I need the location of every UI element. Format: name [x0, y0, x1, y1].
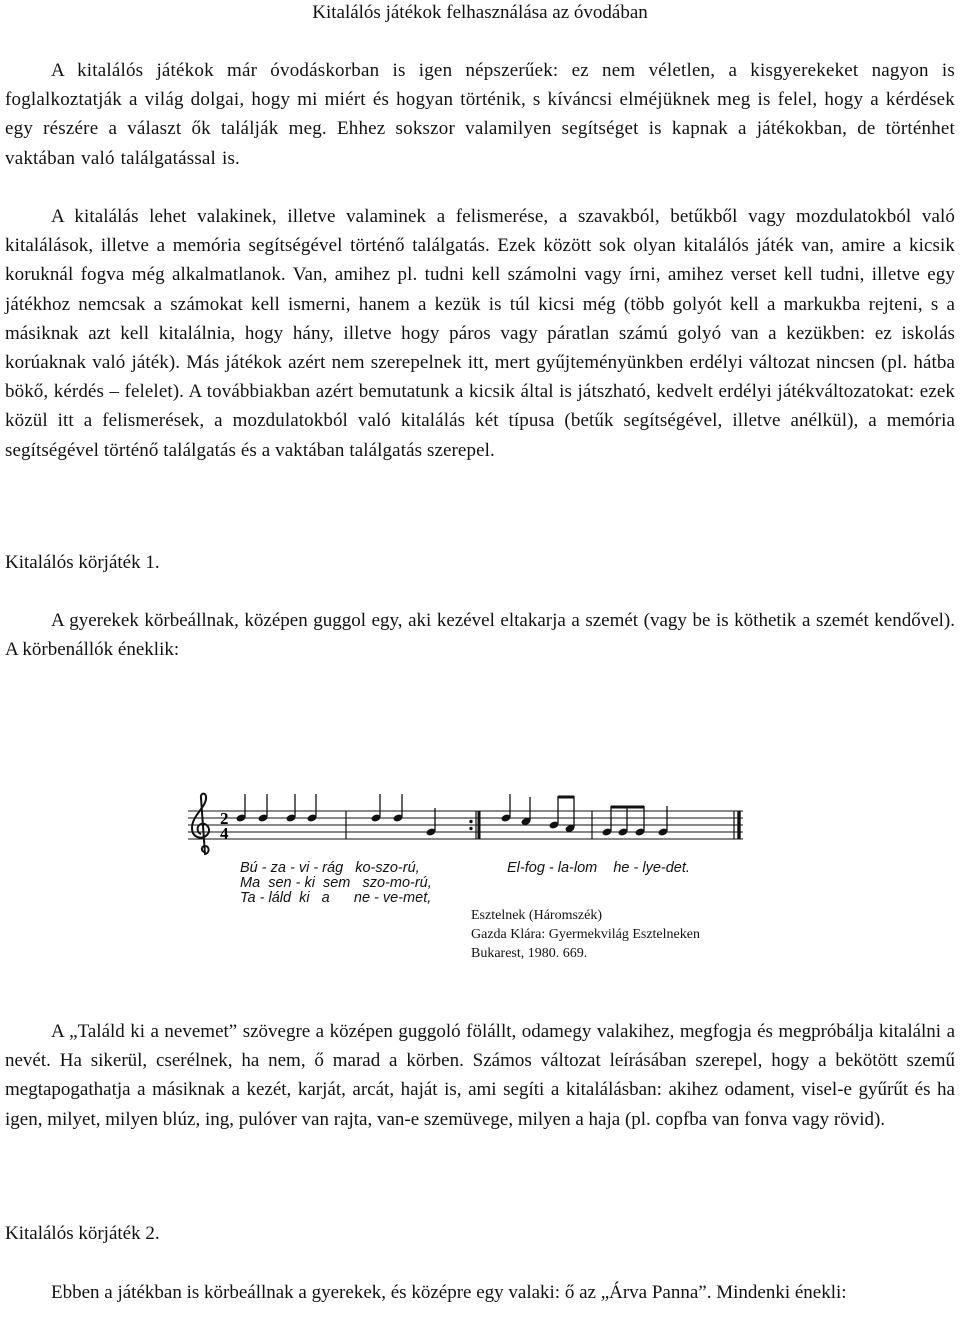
lyrics-part-b: [507, 861, 690, 876]
document-title: Kitalálós játékok felhasználása az óvodában: [312, 2, 648, 23]
note-beams: [558, 797, 644, 807]
treble-clef-icon: [192, 794, 209, 854]
source-place: Esztelnek (Háromszék): [471, 908, 602, 923]
paragraph-intro: A kitalálós játékok már óvodáskorban is igen népszerűek: ez nem véletlen, a kisgyerekeket nagyon is foglalkoztatják a világ dolgai, hogy mi miért és hogyan történik, s kíváncsi elméjüknek meg is felel, hogy a kérdések egy részére a választ ők találják meg. Ehhez sokszor valamilyen segítséget is kapnak a játékokban, de történhet vaktában való találgatással is.: [5, 60, 955, 169]
lyric-refrain: El-fog - la-lom he - lye-det.: [507, 860, 690, 876]
song-source-citation: [471, 906, 700, 963]
game-2-heading: Kitalálós körjáték 2.: [5, 1223, 160, 1244]
paragraph-guessing-types: A kitalálás lehet valakinek, illetve valaminek a felismerése, a szavakból, betűkből vagy mozdulatokból való kitalálások, illetve a memória segítségével történő találgatás. Ezek között sok olyan kitalálós játék van, amire a kicsik koruknál fogva még alkalmatlanok. Van, amihez pl. tudni kell számolni vagy írni, amihez verset kell tudni, illetve egy játékhoz nemcsak a számokat kell ismerni, hanem a kezük is túl kicsi még (több golyót kell a markukba rejteni, s a másiknak azt kell kitalálnia, hogy hány, illetve hogy páros vagy páratlan számú golyó van a kezükben: ez iskolás korúaknak való játék). Más játékok azért nem szerepelnek itt, mert gyűjteményünkben erdélyi változat nincsen (pl. hátba bökő, kérdés – felelet). A továbbiakban azért bemutatunk a kicsik által is játszható, kedvelt erdélyi játékváltozatokat: ezek közül itt a felismerések, a mozdulatokból való kitalálás két típusa (betűk segítségével, illetve anélkül), a memória segítségével történő találgatás és a vaktában találgatás szerepel.: [5, 206, 955, 461]
paragraph-game-1-continuation: A „Találd ki a nevemet” szövegre a középen guggoló fölállt, odamegy valakihez, megfogja és megpróbálja kitalálni a nevét. Ha sikerül, cserélnek, ha nem, ő marad a körben. Számos változat leírásában szerepel, hogy a bekötött szemű megtapogathatja a másiknak a kezét, karját, arcát, haját is, ami segíti a kitalálásban: akihez odament, visel-e gyűrűt és ha igen, milyet, milyen blúz, ing, pulóver van rajta, van-e szemüvege, milyen a haja (pl. copfba van fonva vagy rövid).: [5, 1021, 955, 1130]
lyric-line-3: Ta - láld ki a ne - ve-met,: [240, 890, 432, 906]
time-signature-top: 2: [220, 809, 229, 828]
time-signature-bottom: 4: [220, 824, 229, 843]
source-publication: Bukarest, 1980. 669.: [471, 946, 588, 961]
paragraph-game-1-rules: A gyerekek körbeállnak, középen guggol egy, aki kezével eltakarja a szemét (vagy be is köthetik a szemét kendővel). A körbenállók éneklik:: [5, 610, 955, 661]
lyric-line-1: Bú - za - vi - rág ko-szo-rú,: [240, 860, 420, 876]
music-score: [180, 790, 760, 860]
lyric-line-2: Ma sen - ki sem szo-mo-rú,: [240, 875, 432, 891]
lyrics-part-a: [240, 861, 432, 906]
paragraph-game-2-rules: Ebben a játékban is körbeállnak a gyerekek, és középre egy valaki: ő az „Árva Panna”. Mindenki énekli:: [51, 1282, 847, 1303]
source-book: Gazda Klára: Gyermekvilág Esztelneken: [471, 927, 700, 942]
game-1-heading: Kitalálós körjáték 1.: [5, 552, 160, 573]
